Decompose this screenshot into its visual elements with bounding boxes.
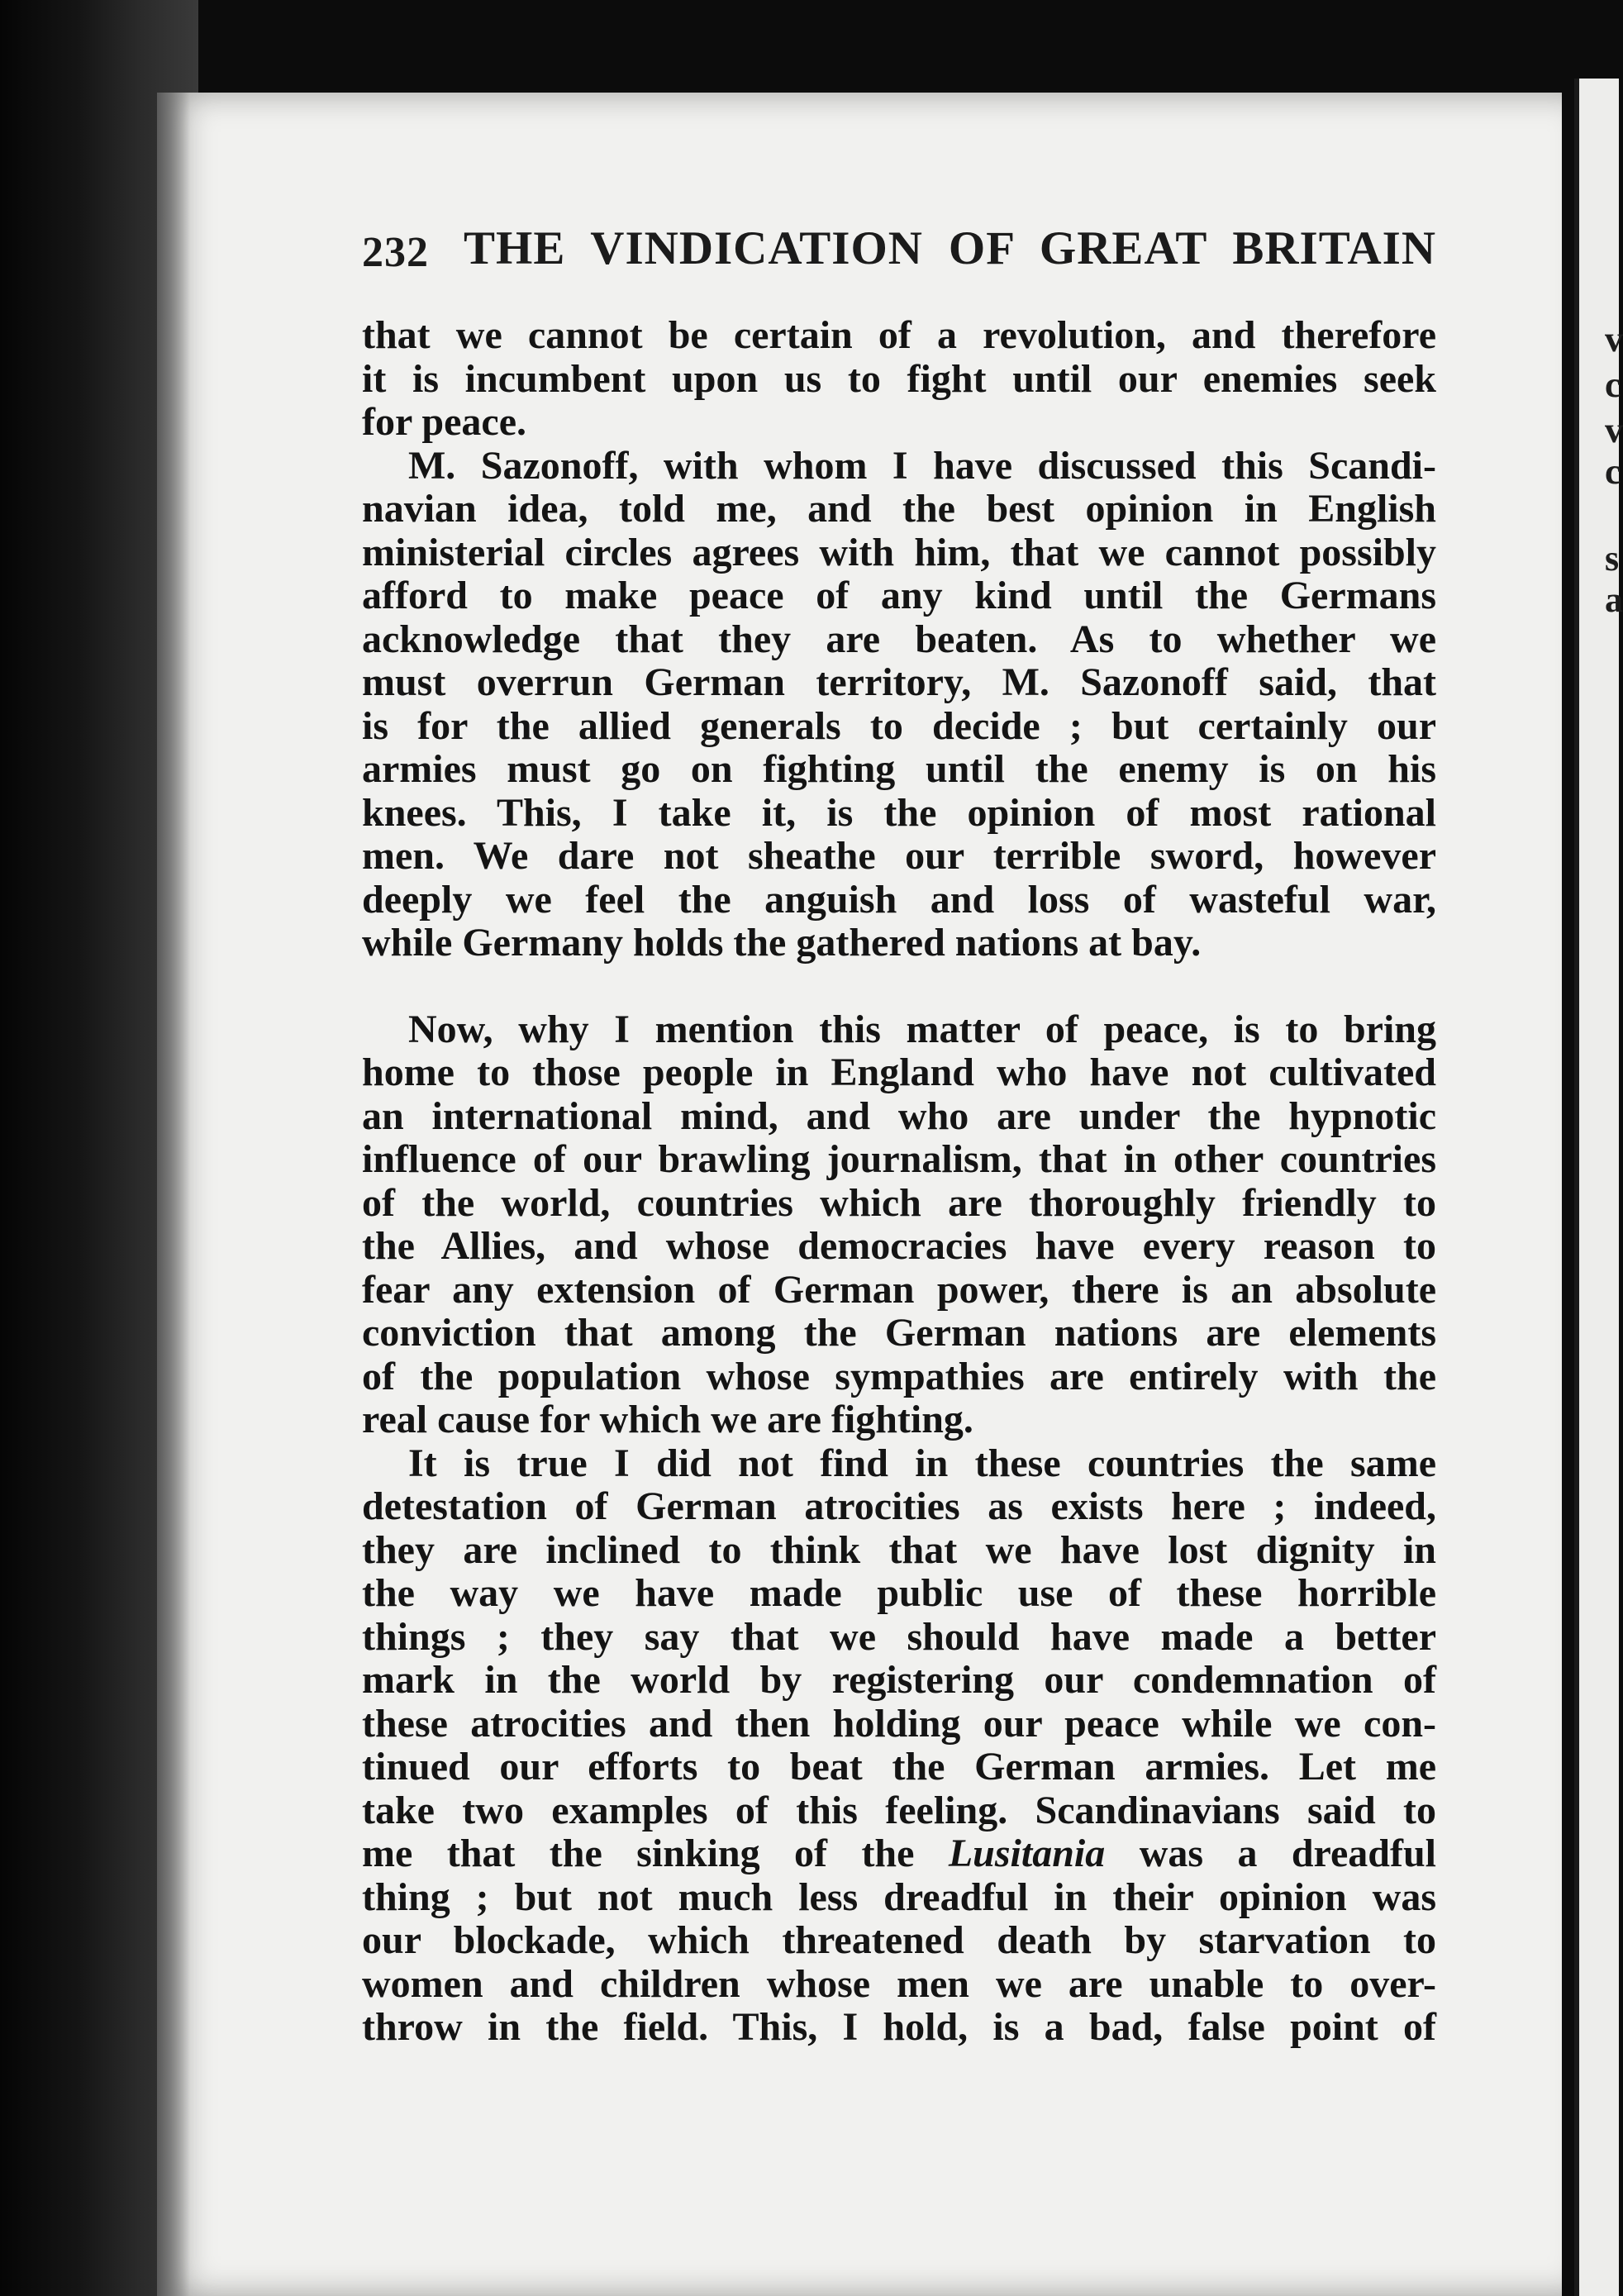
text-line: M. Sazonoff, with whom I have discussed this Scandi- [408,443,1436,488]
text-line: real cause for which we are fighting. [362,1398,973,1441]
text-line: mark in the world by registering our condemnation of [362,1658,1436,1702]
facing-page-fragment: v [1605,319,1623,360]
ship-name-italic: Lusitania [948,1832,1106,1875]
text-line: home to those people in England who have not cultivated [362,1050,1436,1094]
text-segment: me that the sinking of the [362,1832,915,1875]
facing-page-fragment: s [1605,538,1620,579]
text-line: is for the allied generals to decide ; but certainly our [362,703,1436,748]
page-header [362,222,1436,279]
text-line: knees. This, I take it, is the opinion of most rational [362,790,1436,835]
text-line: thing ; but not much less dreadful in their opinion was [362,1874,1436,1919]
text-line: things ; they say that we should have made a better [362,1614,1436,1659]
text-line: an international mind, and who are under the hypnotic [362,1093,1436,1138]
body-text [362,314,1436,2050]
text-line: deeply we feel the anguish and loss of wasteful war, [362,877,1436,922]
text-line: these atrocities and then holding our peace while we con- [362,1701,1436,1746]
text-line: detestation of German atrocities as exists here ; indeed, [362,1484,1436,1528]
text-line: they are inclined to think that we have lost dignity in [362,1527,1436,1572]
text-line: it is incumbent upon us to fight until our enemies seek [362,356,1436,401]
text-line: men. We dare not sheathe our terrible sword, however [362,834,1436,878]
text-line: while Germany holds the gathered nations at bay. [362,921,1202,965]
text-line: take two examples of this feeling. Scandinavians said to [362,1788,1436,1832]
text-line: Now, why I mention this matter of peace, is to bring [408,1007,1436,1051]
text-line: It is true I did not find in these countries the same [408,1441,1436,1485]
facing-page-fragment: c [1605,451,1621,492]
facing-page-fragment: a [1605,579,1623,620]
text-line: influence of our brawling journalism, that in other countries [362,1137,1436,1181]
text-line: afford to make peace of any kind until the Germans [362,574,1436,617]
text-line: navian idea, told me, and the best opinion in English [362,487,1436,531]
text-line: must overrun German territory, M. Sazonoff said, that [362,660,1436,704]
text-line [362,1832,1436,1876]
facing-page-fragment: v [1605,410,1623,450]
text-line: the way we have made public use of these horrible [362,1571,1436,1615]
text-segment: was a dreadful [1139,1832,1437,1875]
text-line: ministerial circles agrees with him, that we cannot possibly [362,530,1436,574]
text-line: our blockade, which threatened death by starvation to [362,1918,1436,1962]
text-line: throw in the field. This, I hold, is a bad, false point of [362,2005,1436,2049]
text-line: the Allies, and whose democracies have every reason to [362,1224,1436,1268]
page-gutter-shadow [157,93,190,2296]
text-line: conviction that among the German nations are elements [362,1311,1436,1355]
text-line: acknowledge that they are beaten. As to whether we [362,617,1436,661]
text-line: for peace. [362,400,527,444]
text-line: that we cannot be certain of a revolution, and therefore [362,313,1436,357]
text-line: of the world, countries which are thoroughly friendly to [362,1180,1436,1225]
text-line: tinued our efforts to beat the German armies. Let me [362,1745,1436,1789]
text-line: armies must go on fighting until the enemy is on his [362,747,1436,791]
running-title: THE VINDICATION OF GREAT BRITAIN [464,222,1436,274]
text-line: fear any extension of German power, there is an absolute [362,1267,1436,1312]
text-line: of the population whose sympathies are entirely with the [362,1354,1436,1398]
page-number: 232 [362,229,429,276]
facing-page-fragment: c [1605,364,1621,405]
text-line: women and children whose men we are unable to over- [362,1961,1436,2006]
paragraph-gap [362,965,1436,1008]
